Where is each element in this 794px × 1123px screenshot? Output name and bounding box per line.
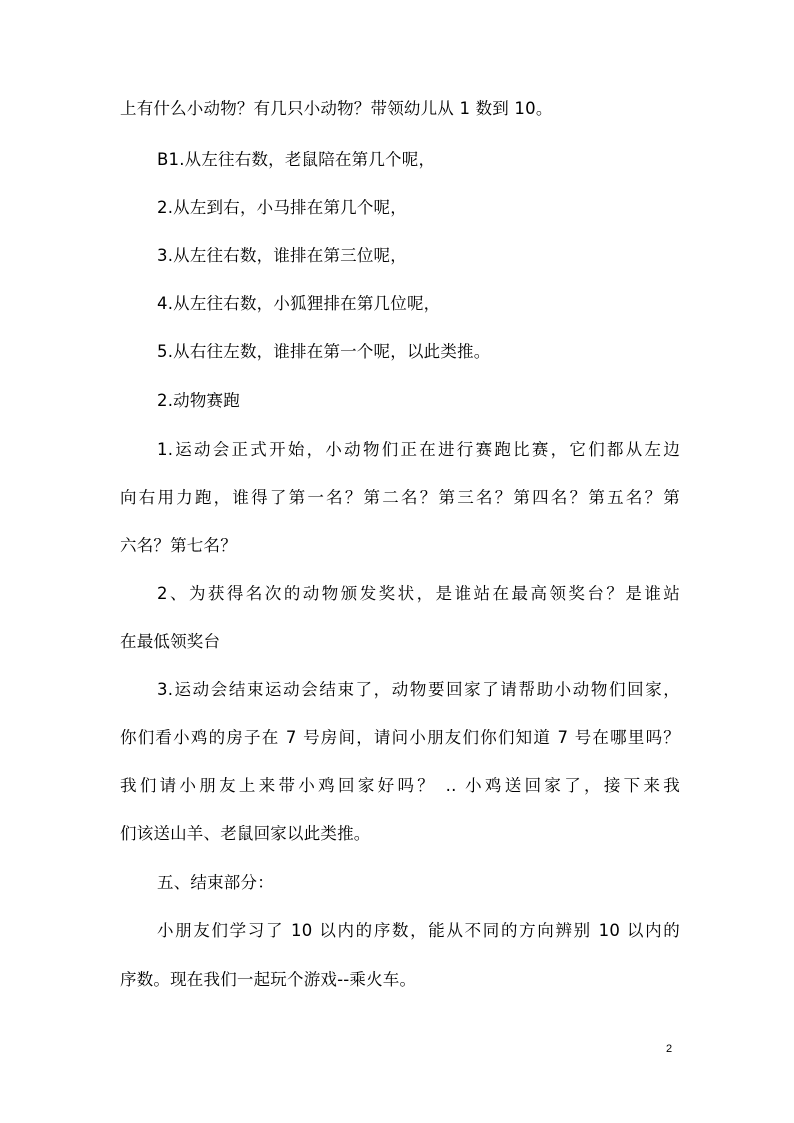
page-number: 2 <box>666 1043 673 1055</box>
text-line: 们该送山羊、老鼠回家以此类推。 <box>120 824 371 843</box>
section-heading: 五、结束部分： <box>157 873 274 892</box>
text-line: 3.从左往右数，谁排在第三位呢， <box>157 246 407 265</box>
text-line: 5.从右往左数，谁排在第一个呢，以此类推。 <box>157 342 491 361</box>
text-line: 1.运动会正式开始，小动物们正在进行赛跑比赛，它们都从左边 <box>157 440 680 459</box>
text-line: 3.运动会结束运动会结束了，动物要回家了请帮助小动物们回家， <box>157 680 680 699</box>
text-line: 小朋友们学习了 10 以内的序数，能从不同的方向辨别 10 以内的 <box>157 921 680 940</box>
text-line: 序数。现在我们一起玩个游戏--乘火车。 <box>120 970 417 989</box>
text-line: 你们看小鸡的房子在 7 号房间，请问小朋友们你们知道 7 号在哪里吗？ <box>120 728 680 747</box>
text-line: 2.从左到右，小马排在第几个呢， <box>157 198 407 217</box>
text-line: 在最低领奖台 <box>120 632 221 651</box>
section-heading: 2.动物赛跑 <box>157 391 240 410</box>
text-line: 向右用力跑，谁得了第一名？第二名？第三名？第四名？第五名？第 <box>120 488 680 507</box>
text-line: 上有什么小动物？有几只小动物？带领幼儿从 1 数到 10。 <box>120 99 553 118</box>
text-line: 2、为获得名次的动物颁发奖状，是谁站在最高领奖台？是谁站 <box>157 584 680 603</box>
text-line: B1.从左往右数，老鼠陪在第几个呢， <box>157 150 436 169</box>
text-line: 六名？第七名？ <box>120 536 237 555</box>
text-line: 4.从左往右数，小狐狸排在第几位呢， <box>157 294 441 313</box>
text-line: 我们请小朋友上来带小鸡回家好吗？ .. 小鸡送回家了，接下来我 <box>120 776 680 795</box>
